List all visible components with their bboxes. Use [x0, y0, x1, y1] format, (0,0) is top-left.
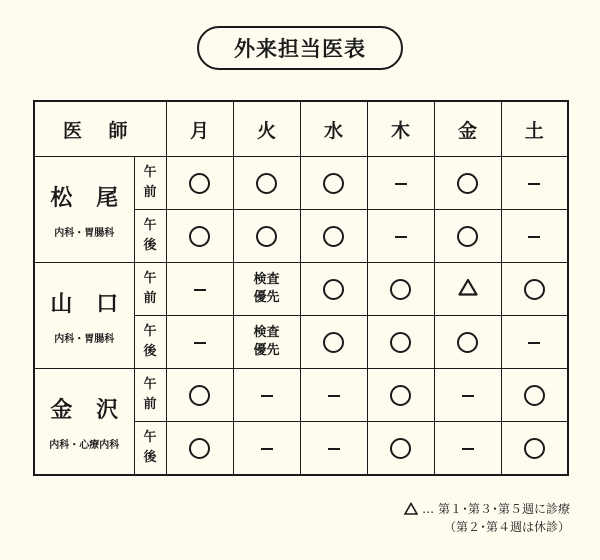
dash-icon: [395, 183, 407, 185]
cell-thu-am: [367, 263, 434, 316]
cell-thu-pm: [367, 316, 434, 369]
shift-label-am: 午 前: [134, 369, 166, 422]
shift-label-pm: 午 後: [134, 422, 166, 476]
doctor-cell: [34, 263, 134, 369]
page-title: 外来担当医表: [197, 26, 403, 70]
dash-icon: [328, 448, 340, 450]
shift-label-am: 午 前: [134, 157, 166, 210]
header-day-mon: 月: [166, 101, 233, 157]
header-day-tue: 火: [233, 101, 300, 157]
circle-icon: [390, 385, 411, 406]
doctor-dept: 内科・心療内科: [49, 439, 120, 451]
cell-fri-am: [434, 263, 501, 316]
shift-label-pm: 午 後: [134, 210, 166, 263]
title-container: [0, 26, 600, 70]
dash-icon: [328, 395, 340, 397]
circle-icon: [323, 226, 344, 247]
cell-sat-pm: [501, 210, 568, 263]
cell-sat-pm: [501, 316, 568, 369]
cell-tue-am: [233, 157, 300, 210]
cell-thu-am: [367, 157, 434, 210]
table-row: [34, 157, 568, 210]
header-day-fri: 金: [434, 101, 501, 157]
circle-icon: [256, 226, 277, 247]
table-row: [34, 369, 568, 422]
cell-sat-pm: [501, 422, 568, 476]
cell-wed-pm: [300, 316, 367, 369]
cell-wed-pm: [300, 422, 367, 476]
dash-icon: [462, 448, 474, 450]
dash-icon: [462, 395, 474, 397]
doctor-dept: 内科・胃腸科: [54, 333, 115, 345]
circle-icon: [390, 438, 411, 459]
header-day-wed: 水: [300, 101, 367, 157]
dash-icon: [194, 289, 206, 291]
dash-icon: [528, 342, 540, 344]
cell-thu-pm: [367, 422, 434, 476]
doctor-cell: [34, 369, 134, 476]
circle-icon: [189, 226, 210, 247]
dash-icon: [194, 342, 206, 344]
cell-mon-pm: [166, 422, 233, 476]
cell-mon-am: [166, 157, 233, 210]
triangle-icon: [404, 502, 418, 515]
cell-wed-pm: [300, 210, 367, 263]
circle-icon: [323, 173, 344, 194]
cell-mon-pm: [166, 316, 233, 369]
circle-icon: [457, 332, 478, 353]
cell-note-text: 検査 優先: [253, 325, 280, 358]
circle-icon: [323, 279, 344, 300]
cell-sat-am: [501, 369, 568, 422]
doctor-name: 山 口: [50, 291, 127, 317]
cell-sat-am: [501, 157, 568, 210]
legend-line-1: [270, 500, 570, 518]
dash-icon: [261, 395, 273, 397]
cell-tue-pm: [233, 316, 300, 369]
doctor-name: 金 沢: [50, 397, 127, 423]
circle-icon: [524, 279, 545, 300]
cell-fri-am: [434, 369, 501, 422]
cell-mon-am: [166, 369, 233, 422]
circle-icon: [189, 173, 210, 194]
circle-icon: [189, 438, 210, 459]
cell-mon-am: [166, 263, 233, 316]
schedule-table: [33, 100, 569, 476]
cell-tue-pm: [233, 422, 300, 476]
header-day-thu: 木: [367, 101, 434, 157]
cell-sat-am: [501, 263, 568, 316]
shift-label-am: 午 前: [134, 263, 166, 316]
cell-fri-pm: [434, 210, 501, 263]
header-row: [34, 101, 568, 157]
table-row: [34, 263, 568, 316]
cell-thu-am: [367, 369, 434, 422]
dash-icon: [528, 183, 540, 185]
triangle-icon: [458, 277, 478, 302]
header-doctor: 医 師: [34, 101, 166, 157]
legend-text-1: … 第１･第３･第５週に診療: [422, 502, 570, 516]
doctor-name: 松 尾: [50, 185, 127, 211]
circle-icon: [457, 173, 478, 194]
cell-tue-am: [233, 369, 300, 422]
shift-label-pm: 午 後: [134, 316, 166, 369]
cell-wed-am: [300, 157, 367, 210]
circle-icon: [524, 438, 545, 459]
legend: [270, 500, 570, 536]
cell-mon-pm: [166, 210, 233, 263]
cell-thu-pm: [367, 210, 434, 263]
legend-line-2: （第２･第４週は休診）: [443, 520, 570, 534]
circle-icon: [390, 332, 411, 353]
cell-fri-pm: [434, 316, 501, 369]
circle-icon: [256, 173, 277, 194]
cell-fri-pm: [434, 422, 501, 476]
circle-icon: [524, 385, 545, 406]
cell-tue-am: [233, 263, 300, 316]
cell-note-text: 検査 優先: [253, 272, 280, 305]
cell-tue-pm: [233, 210, 300, 263]
doctor-cell: [34, 157, 134, 263]
circle-icon: [323, 332, 344, 353]
cell-wed-am: [300, 369, 367, 422]
dash-icon: [528, 236, 540, 238]
header-day-sat: 土: [501, 101, 568, 157]
circle-icon: [390, 279, 411, 300]
doctor-dept: 内科・胃腸科: [54, 227, 115, 239]
cell-fri-am: [434, 157, 501, 210]
dash-icon: [395, 236, 407, 238]
circle-icon: [189, 385, 210, 406]
cell-wed-am: [300, 263, 367, 316]
circle-icon: [457, 226, 478, 247]
dash-icon: [261, 448, 273, 450]
